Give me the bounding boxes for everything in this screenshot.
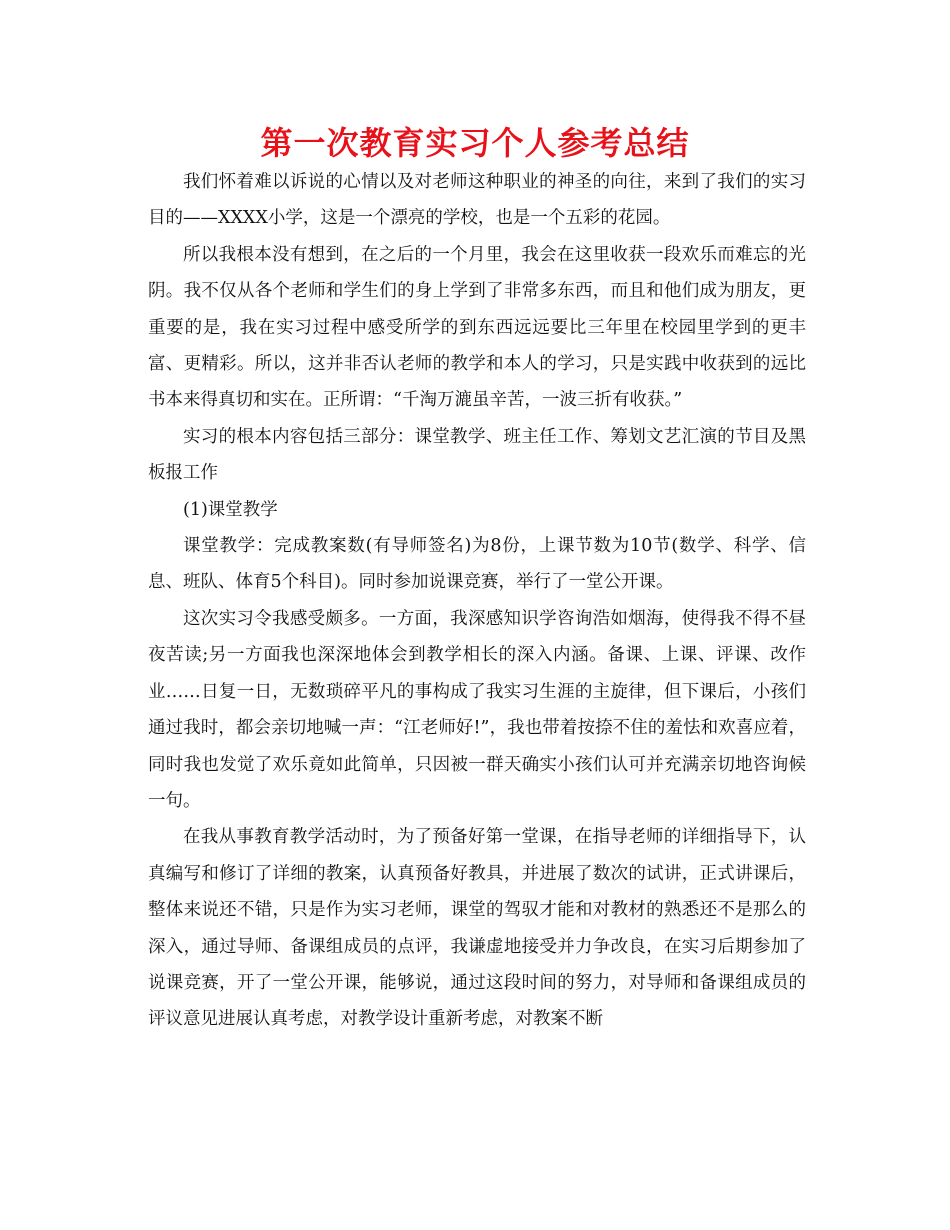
- paragraph-1: 我们怀着难以诉说的心情以及对老师这种职业的神圣的向往，来到了我们的实习目的——XXXX小学，这是一个漂亮的学校，也是一个五彩的花园。: [148, 172, 806, 229]
- document-title: 第一次教育实习个人参考总结: [260, 124, 690, 162]
- paragraph-7: 在我从事教育教学活动时，为了预备好第一堂课，在指导老师的详细指导下，认真编写和修订了详细的教案，认真预备好教具，并进展了数次的试讲，正式讲课后，整体来说还不错，只是作为实习老师，课堂的驾驭才能和对教材的熟悉还不是那么的深入，通过导师、备课组成员的点评，我谦虚地接受并力争改良，在实习后期参加了说课竞赛，开了一堂公开课，能够说，通过这段时间的努力，对导师和备课组成员的评议意见进展认真考虑，对教学设计重新考虑，对教案不断: [148, 827, 806, 1030]
- document-body: [148, 164, 806, 1038]
- paragraph-6: 这次实习令我感受颇多。一方面，我深感知识学咨询浩如烟海，使得我不得不昼夜苦读;另一方面我也深深地体会到教学相长的深入内涵。备课、上课、评课、改作业……日复一日，无数琐碎平凡的事构成了我实习生涯的主旋律，但下课后，小孩们通过我时，都会亲切地喊一声：“江老师好!”，我也带着按捺不住的羞怯和欢喜应着，同时我也发觉了欢乐竟如此简单，只因被一群天确实小孩们认可并充满亲切地咨询候一句。: [148, 608, 806, 811]
- paragraph-3: 实习的根本内容包括三部分：课堂教学、班主任工作、筹划文艺汇演的节目及黑板报工作: [148, 426, 806, 484]
- paragraph-4-heading: (1)课堂教学: [183, 499, 278, 520]
- paragraph-2: 所以我根本没有想到，在之后的一个月里，我会在这里收获一段欢乐而难忘的光阴。我不仅从各个老师和学生们的身上学到了非常多东西，而且和他们成为朋友，更重要的是，我在实习过程中感受所学的到东西远远要比三年里在校园里学到的更丰富、更精彩。所以，这并非否认老师的教学和本人的学习，只是实践中收获到的远比书本来得真切和实在。正所谓：“千淘万漉虽辛苦，一波三折有收获。”: [148, 244, 806, 411]
- paragraph-5: 课堂教学：完成教案数(有导师签名)为8份，上课节数为10节(数学、科学、信息、班队、体育5个科目)。同时参加说课竞赛，举行了一堂公开课。: [148, 536, 806, 593]
